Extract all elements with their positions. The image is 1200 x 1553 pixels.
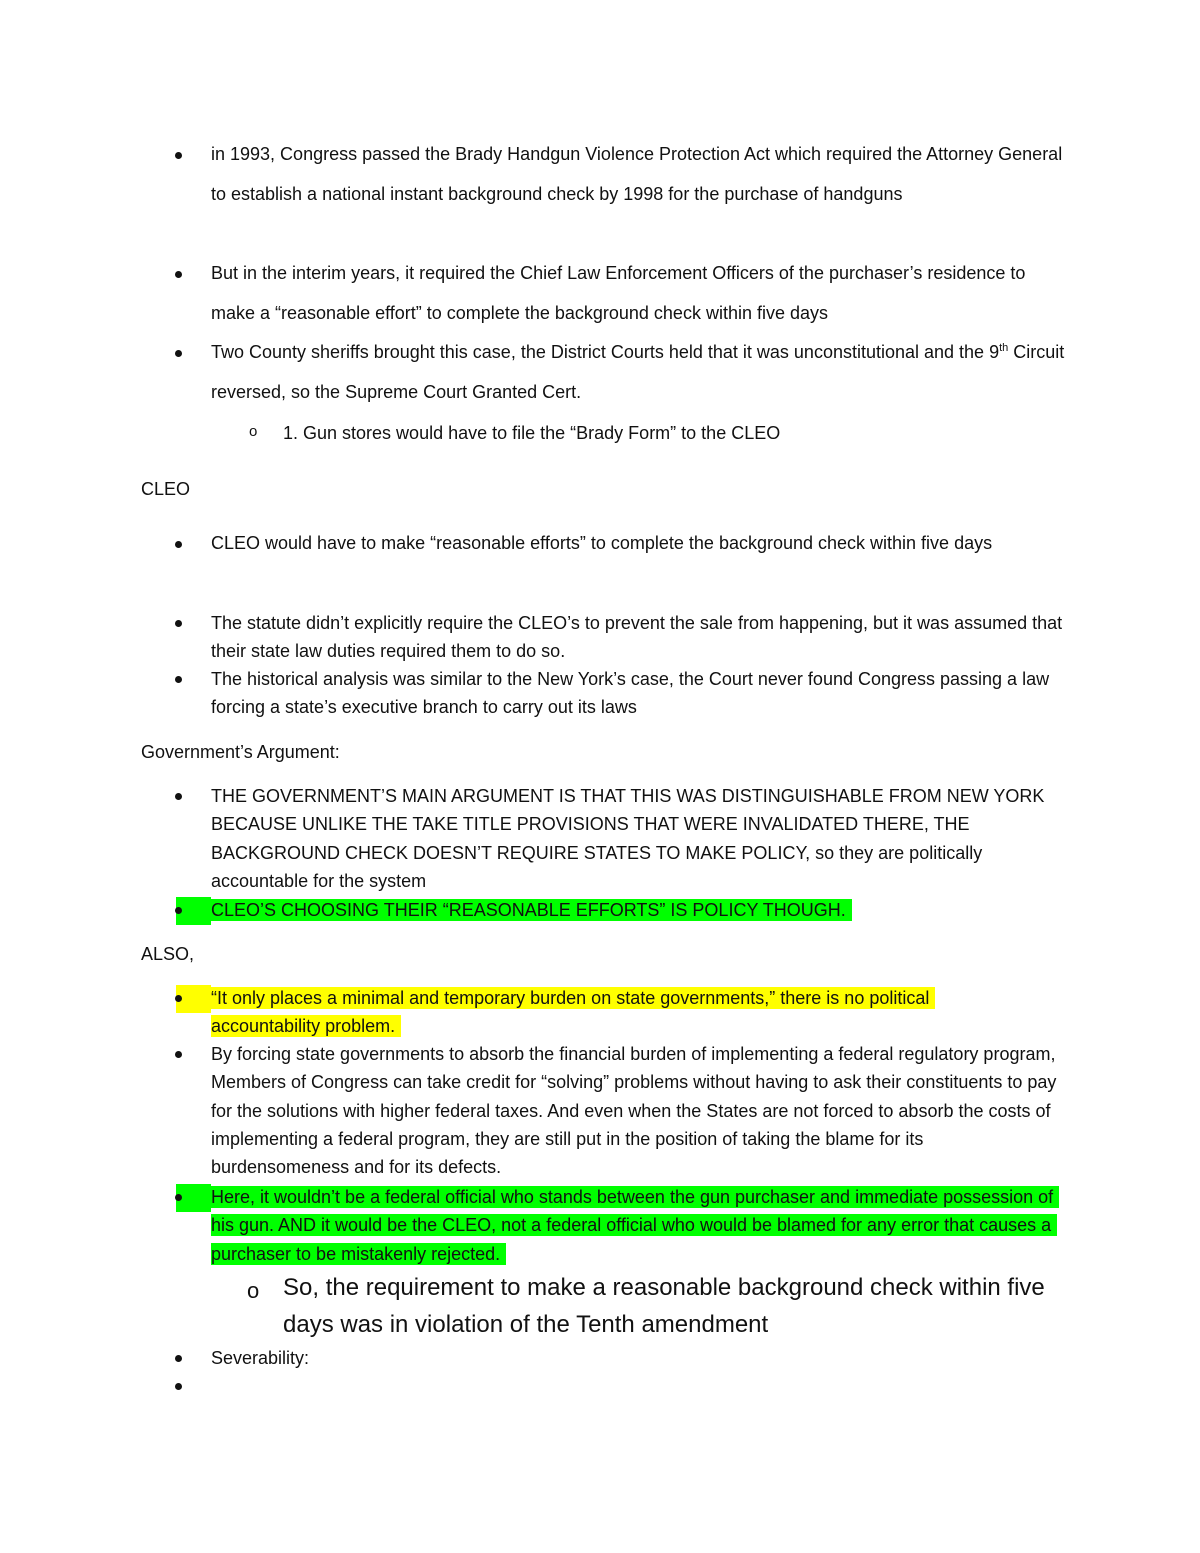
bullet-dot <box>175 271 182 278</box>
list-item: THE GOVERNMENT’S MAIN ARGUMENT IS THAT THIS WAS DISTINGUISHABLE FROM NEW YORK BECAUSE UNLIKE THE TAKE TITLE PROVISIONS THAT WERE INVALIDATED THERE, THE BACKGROUND CHECK DOESN’T REQUIRE STATES TO MAKE POLICY, so they are politically accountable for the system <box>211 786 1045 891</box>
list-item-highlighted <box>211 896 1071 924</box>
list-item: CLEO would have to make “reasonable efforts” to complete the background check within five days <box>211 533 993 553</box>
bullet-dot <box>175 995 182 1002</box>
list-item-highlighted <box>211 984 1041 1041</box>
list-item-highlighted <box>211 1183 1061 1268</box>
list-item: The historical analysis was similar to the New York’s case, the Court never found Congress passing a law forcing a state’s executive branch to carry out its laws <box>211 669 1050 718</box>
bullet-dot <box>175 350 182 357</box>
section-heading-also: ALSO, <box>141 944 195 964</box>
list-item: By forcing state governments to absorb the financial burden of implementing a federal regulatory program, Members of Congress can take credit for “solving” problems without having to ask their constituents to pay for the solutions with higher federal taxes. And even when the States are not forced to absorb the costs of implementing a federal program, they are still put in the position of taking the blame for its burdensomeness and for its defects. <box>211 1044 1057 1178</box>
sub-bullet-marker: o <box>249 423 258 440</box>
bullet-dot <box>175 1355 182 1362</box>
bullet-dot <box>175 1383 182 1390</box>
list-item-text: Two County sheriffs brought this case, the District Courts held that it was unconstitutional and the 9 <box>211 342 1000 362</box>
section-heading-cleo: CLEO <box>141 479 191 499</box>
bullet-dot <box>175 541 182 548</box>
sub-bullet-marker: o <box>247 1278 260 1303</box>
bullet-dot <box>175 152 182 159</box>
sub-list-item: 1. Gun stores would have to file the “Brady Form” to the CLEO <box>283 423 781 443</box>
bullet-dot <box>175 1051 182 1058</box>
conclusion-text: So, the requirement to make a reasonable background check within five days was in violation of the Tenth amendment <box>283 1274 1045 1338</box>
list-item <box>211 333 1071 412</box>
list-item-text: Circuit reversed, so the Supreme Court Granted Cert. <box>211 342 1065 402</box>
bullet-dot <box>175 676 182 683</box>
list-item: The statute didn’t explicitly require the CLEO’s to prevent the sale from happening, but it was assumed that their state law duties required them to do so. <box>211 613 1063 662</box>
highlighted-text: Here, it wouldn’t be a federal official who stands between the gun purchaser and immediate possession of his gun. AND it would be the CLEO, not a federal official who would be blamed for any error that causes a purchaser to be mistakenly rejected. <box>211 1186 1059 1265</box>
ordinal-suffix: th <box>999 342 1009 354</box>
list-item: But in the interim years, it required the Chief Law Enforcement Officers of the purchaser’s residence to make a “reasonable effort” to complete the background check within five days <box>211 263 1026 323</box>
section-heading-government: Government’s Argument: <box>141 742 340 762</box>
highlighted-text: CLEO’S CHOOSING THEIR “REASONABLE EFFORTS” IS POLICY THOUGH. <box>211 899 852 921</box>
bullet-dot <box>175 793 182 800</box>
list-item: Severability: <box>211 1348 310 1368</box>
list-item: in 1993, Congress passed the Brady Handgun Violence Protection Act which required the Attorney General to establish a national instant background check by 1998 for the purchase of handguns <box>211 144 1063 204</box>
highlighted-text: “It only places a minimal and temporary burden on state governments,” there is no political accountability problem. <box>211 987 935 1037</box>
bullet-dot <box>175 620 182 627</box>
bullet-dot <box>175 907 182 914</box>
bullet-dot <box>175 1194 182 1201</box>
